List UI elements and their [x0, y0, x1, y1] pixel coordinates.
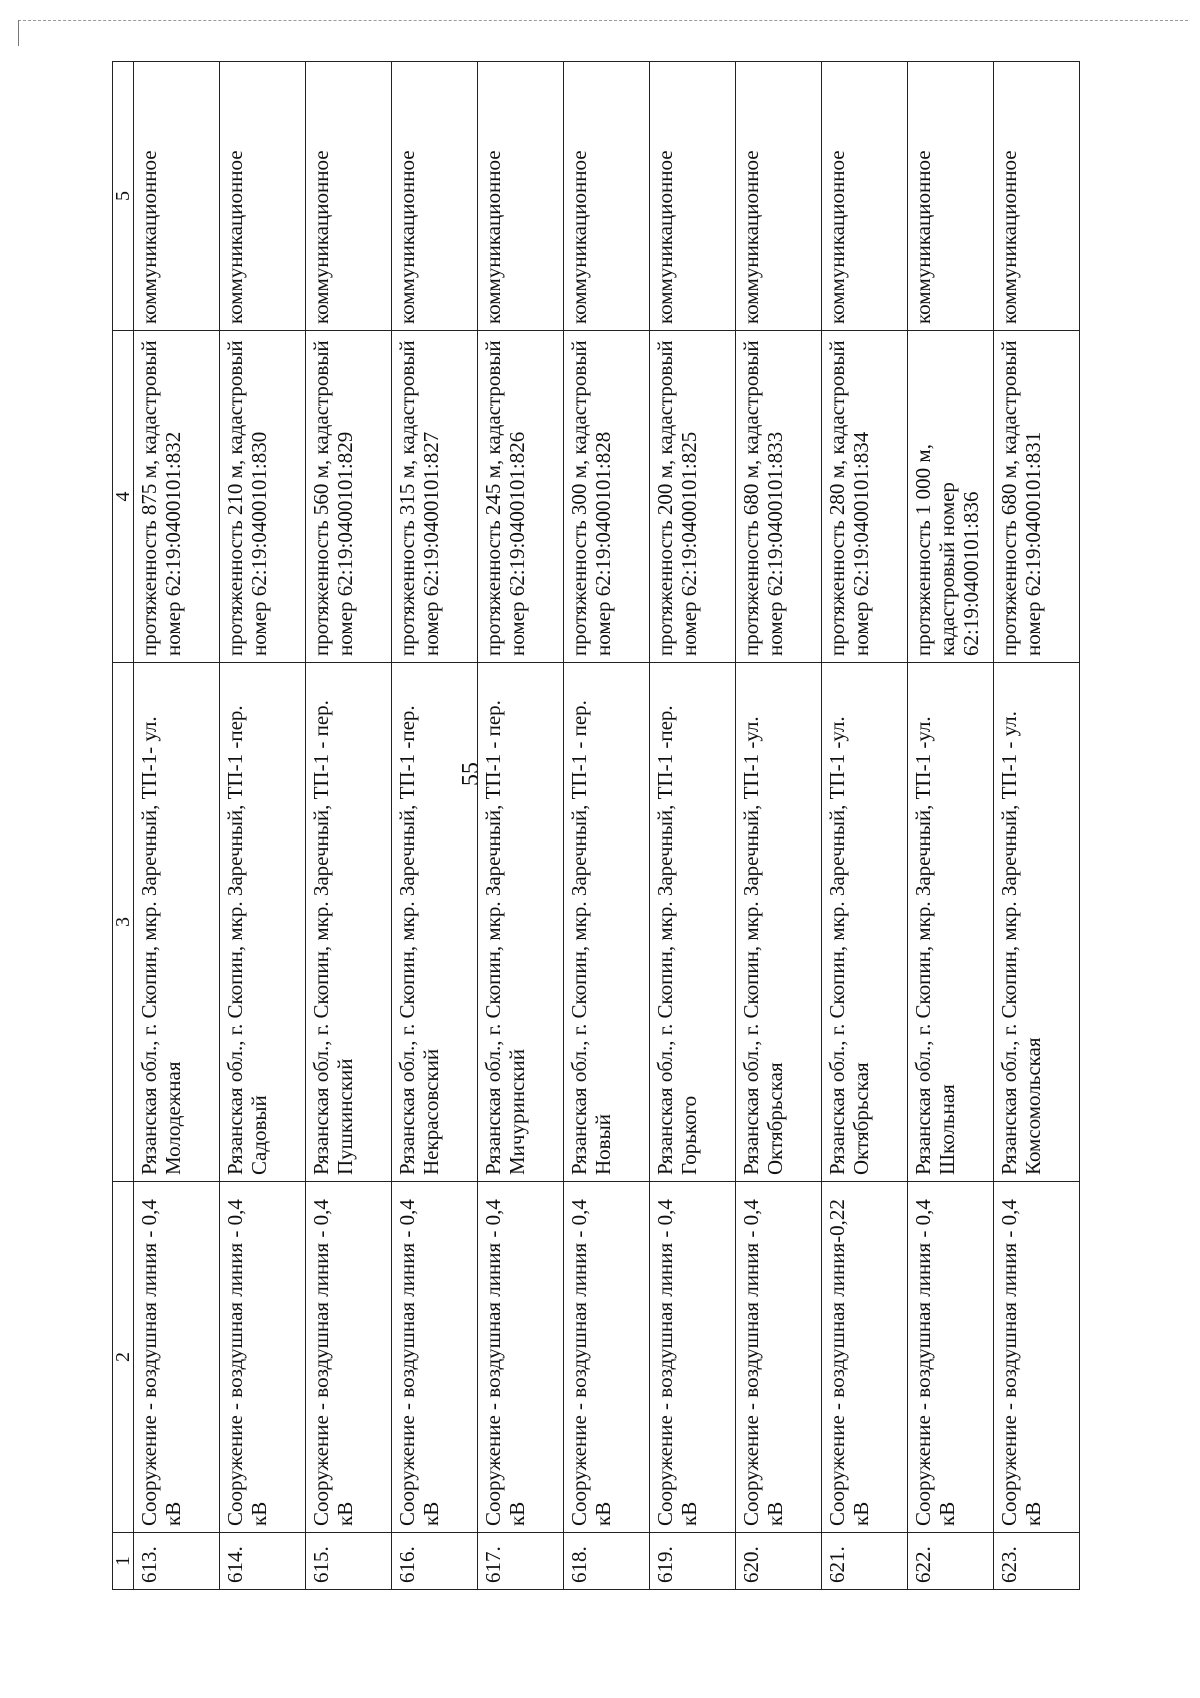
address-cell: Рязанская обл., г. Скопин, мкр. Заречный, ТП-1 - пер. Новый [564, 663, 650, 1182]
row-number-cell: 621. [822, 1533, 908, 1590]
purpose-cell: коммуникационное [306, 62, 392, 331]
purpose-cell: коммуникационное [650, 62, 736, 331]
address-cell: Рязанская обл., г. Скопин, мкр. Заречный, ТП-1 -пер. Садовый [220, 663, 306, 1182]
purpose-cell: коммуникационное [478, 62, 564, 331]
row-number-cell: 622. [908, 1533, 994, 1590]
object-name-cell: Сооружение - воздушная линия - 0,4 кВ [220, 1182, 306, 1533]
row-number-cell: 614. [220, 1533, 306, 1590]
table-row [306, 62, 392, 1590]
row-number-cell: 618. [564, 1533, 650, 1590]
purpose-cell: коммуникационное [994, 62, 1080, 331]
purpose-cell: коммуникационное [220, 62, 306, 331]
row-number-cell: 620. [736, 1533, 822, 1590]
rotated-table-container [112, 62, 1080, 1590]
object-name-cell: Сооружение - воздушная линия - 0,4 кВ [908, 1182, 994, 1533]
row-number-cell: 616. [392, 1533, 478, 1590]
header-col-2: 2 [113, 1182, 134, 1533]
address-cell: Рязанская обл., г. Скопин, мкр. Заречный, ТП-1 -пер. Горького [650, 663, 736, 1182]
details-cell: протяженность 280 м, кадастровый номер 62:19:0400101:834 [822, 331, 908, 663]
purpose-cell: коммуникационное [564, 62, 650, 331]
address-cell: Рязанская обл., г. Скопин, мкр. Заречный, ТП-1 -ул. Октябрьская [736, 663, 822, 1182]
address-cell: Рязанская обл., г. Скопин, мкр. Заречный, ТП-1 - пер. Мичуринский [478, 663, 564, 1182]
header-col-3: 3 [113, 663, 134, 1182]
purpose-cell: коммуникационное [908, 62, 994, 331]
details-cell: протяженность 680 м, кадастровый номер 62:19:0400101:831 [994, 331, 1080, 663]
details-cell: протяженность 245 м, кадастровый номер 62:19:0400101:826 [478, 331, 564, 663]
purpose-cell: коммуникационное [392, 62, 478, 331]
row-number-cell: 617. [478, 1533, 564, 1590]
address-cell: Рязанская обл., г. Скопин, мкр. Заречный, ТП-1 -пер. Некрасовский [392, 663, 478, 1182]
table-row [478, 62, 564, 1590]
table-row [822, 62, 908, 1590]
address-cell: Рязанская обл., г. Скопин, мкр. Заречный, ТП-1- ул. Молодежная [134, 663, 220, 1182]
address-cell: Рязанская обл., г. Скопин, мкр. Заречный, ТП-1 -ул. Октябрьская [822, 663, 908, 1182]
details-cell: протяженность 200 м, кадастровый номер 62:19:0400101:825 [650, 331, 736, 663]
object-name-cell: Сооружение - воздушная линия-0,22 кВ [822, 1182, 908, 1533]
table-row [392, 62, 478, 1590]
details-cell: протяженность 210 м, кадастровый номер 62:19:0400101:830 [220, 331, 306, 663]
details-cell: протяженность 300 м, кадастровый номер 62:19:0400101:828 [564, 331, 650, 663]
details-cell: протяженность 875 м, кадастровый номер 62:19:0400101:832 [134, 331, 220, 663]
header-col-4: 4 [113, 331, 134, 663]
details-cell: протяженность 1 000 м, кадастровый номер 62:19:0400101:836 [908, 331, 994, 663]
table-row [564, 62, 650, 1590]
table-row [220, 62, 306, 1590]
object-name-cell: Сооружение - воздушная линия - 0,4 кВ [650, 1182, 736, 1533]
scan-artifact-corner [18, 20, 19, 46]
address-cell: Рязанская обл., г. Скопин, мкр. Заречный, ТП-1 -ул. Школьная [908, 663, 994, 1182]
object-name-cell: Сооружение - воздушная линия - 0,4 кВ [134, 1182, 220, 1533]
row-number-cell: 613. [134, 1533, 220, 1590]
object-name-cell: Сооружение - воздушная линия - 0,4 кВ [736, 1182, 822, 1533]
row-number-cell: 615. [306, 1533, 392, 1590]
object-name-cell: Сооружение - воздушная линия - 0,4 кВ [392, 1182, 478, 1533]
details-cell: протяженность 315 м, кадастровый номер 62:19:0400101:827 [392, 331, 478, 663]
purpose-cell: коммуникационное [736, 62, 822, 331]
address-cell: Рязанская обл., г. Скопин, мкр. Заречный, ТП-1 - пер. Пушкинский [306, 663, 392, 1182]
object-name-cell: Сооружение - воздушная линия - 0,4 кВ [306, 1182, 392, 1533]
scan-artifact-line [18, 20, 1188, 21]
details-cell: протяженность 680 м, кадастровый номер 62:19:0400101:833 [736, 331, 822, 663]
purpose-cell: коммуникационное [134, 62, 220, 331]
object-name-cell: Сооружение - воздушная линия - 0,4 кВ [478, 1182, 564, 1533]
table-row [994, 62, 1080, 1590]
details-cell: протяженность 560 м, кадастровый номер 62:19:0400101:829 [306, 331, 392, 663]
header-col-1: 1 [113, 1533, 134, 1590]
object-name-cell: Сооружение - воздушная линия - 0,4 кВ [564, 1182, 650, 1533]
purpose-cell: коммуникационное [822, 62, 908, 331]
object-name-cell: Сооружение - воздушная линия - 0,4 кВ [994, 1182, 1080, 1533]
table-row [736, 62, 822, 1590]
registry-table [112, 61, 1080, 1590]
header-row [113, 62, 134, 1590]
address-cell: Рязанская обл., г. Скопин, мкр. Заречный, ТП-1 - ул. Комсомольская [994, 663, 1080, 1182]
row-number-cell: 619. [650, 1533, 736, 1590]
table-row [134, 62, 220, 1590]
table-row [908, 62, 994, 1590]
page-number: 55 [458, 762, 484, 786]
header-col-5: 5 [113, 62, 134, 331]
row-number-cell: 623. [994, 1533, 1080, 1590]
table-row [650, 62, 736, 1590]
